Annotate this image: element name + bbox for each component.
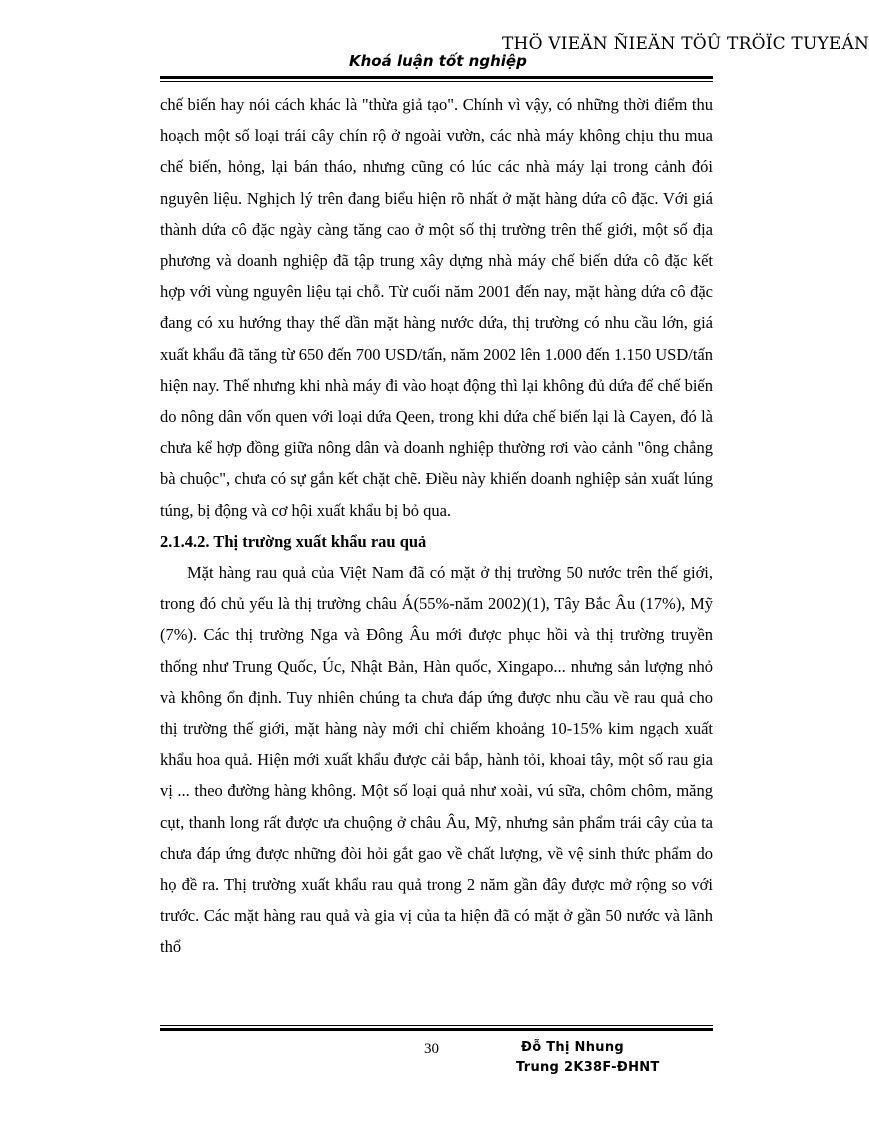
class-code: Trung 2K38F-ĐHNT [516, 1060, 660, 1075]
section-number: 2.1.4.2 [160, 531, 206, 551]
document-body [160, 89, 713, 963]
footer-divider [160, 1025, 713, 1031]
section-heading: 2.1.4.2. Thị trường xuất khẩu rau quả [160, 531, 427, 551]
document-header-title: Khoá luận tốt nghiệp [349, 52, 527, 70]
author-name: Đỗ Thị Nhung [521, 1040, 625, 1055]
header-divider [160, 76, 713, 82]
body-paragraph: chế biến hay nói cách khác là "thừa giả tạo". Chính vì vậy, có những thời điểm thu hoạch một số loại trái cây chín rộ ở ngoài vườn, các nhà máy không chịu thu mua chế biến, hỏng, lại bán tháo, nhưng cũng có lúc các nhà máy lại trong cảnh đói nguyên liệu. Nghịch lý trên đang biểu hiện rõ nhất ở mặt hàng dứa cô đặc. Với giá thành dứa cô đặc ngày càng tăng cao ở một số thị trường trên thế giới, một số địa phương và doanh nghiệp đã tập trung xây dựng nhà máy chế biến dứa cô đặc kết hợp với vùng nguyên liệu tại chỗ. Từ cuối năm 2001 đến nay, mặt hàng dứa cô đặc đang có xu hướng thay thế dần mặt hàng nước dứa, thị trường có nhu cầu lớn, giá xuất khẩu đã tăng từ 650 đến 700 USD/tấn, năm 2002 lên 1.000 đến 1.150 USD/tấn hiện nay. Thế nhưng khi nhà máy đi vào hoạt động thì lại không đủ dứa để chế biến do nông dân vốn quen với loại dứa Qeen, trong khi dứa chế biến lại là Cayen, đó là chưa kể hợp đồng giữa nông dân và doanh nghiệp thường rơi vào cảnh "ông chẳng bà chuộc", chưa có sự gắn kết chặt chẽ. Điều này khiến doanh nghiệp sản xuất lúng túng, bị động và cơ hội xuất khẩu bị bỏ qua. [160, 95, 713, 520]
section-title: Thị trường xuất khẩu rau quả [213, 531, 427, 551]
watermark-text: THÖ VIEÄN ÑIEÄN TÖÛ TRÖÏC TUYEÁN [502, 34, 869, 54]
body-paragraph: Mặt hàng rau quả của Việt Nam đã có mặt ở thị trường 50 nước trên thế giới, trong đó chủ yếu là thị trường châu Á(55%-năm 2002)(1), Tây Bắc Âu (17%), Mỹ (7%). Các thị trường Nga và Đông Âu mới được phục hồi và thị trường truyền thống như Trung Quốc, Úc, Nhật Bản, Hàn quốc, Xingapo... nhưng sản lượng nhỏ và không ổn định. Tuy nhiên chúng ta chưa đáp ứng được nhu cầu về rau quả cho thị trường thế giới, mặt hàng này mới chỉ chiếm khoảng 10-15% kim ngạch xuất khẩu hoa quả. Hiện mới xuất khẩu được cải bắp, hành tỏi, khoai tây, một số rau gia vị ... theo đường hàng không. Một số loại quả như xoài, vú sữa, chôm chôm, măng cụt, thanh long rất được ưa chuộng ở châu Âu, Mỹ, nhưng sản phẩm trái cây của ta chưa đáp ứng được những đòi hỏi gắt gao về chất lượng, về vệ sinh thức phẩm do họ đề ra. Thị trường xuất khẩu rau quả trong 2 năm gần đây được mở rộng so với trước. Các mặt hàng rau quả và gia vị của ta hiện đã có mặt ở gần 50 nước và lãnh thổ [160, 563, 713, 957]
page-number: 30 [424, 1041, 439, 1057]
